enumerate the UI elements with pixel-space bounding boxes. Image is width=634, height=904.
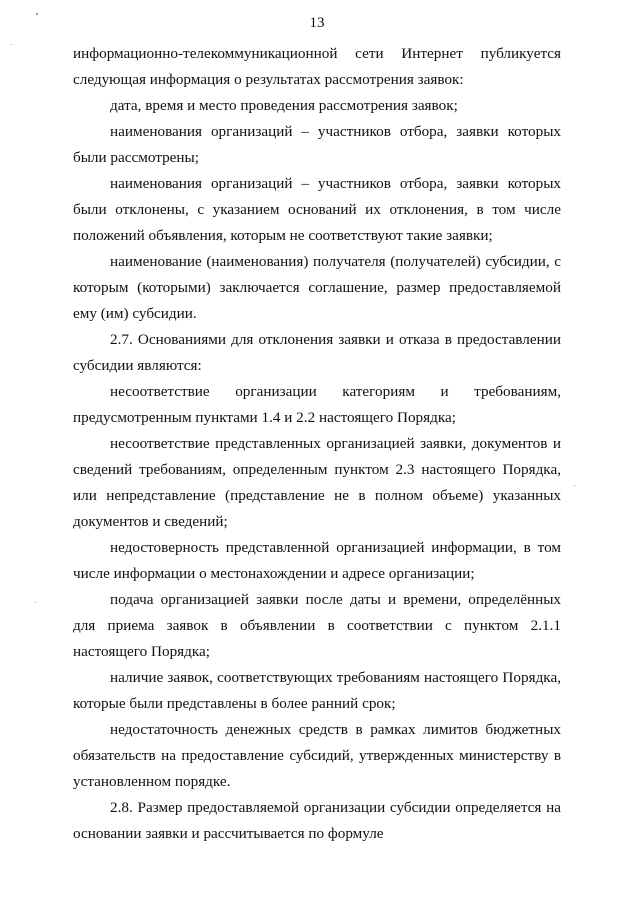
text-line: которым (которыми) заключается соглашение, размер предоставляемой [73,279,561,296]
page-number: 13 [309,15,325,31]
text-line: несоответствие организации категориям и требованиям, [110,383,561,400]
text-line: субсидии являются: [73,357,202,374]
text-line: наличие заявок, соответствующих требованиям настоящего Порядка, [110,669,561,686]
text-line: установленном порядке. [73,773,231,790]
scan-speck [574,485,575,486]
text-line: дата, время и место проведения рассмотрения заявок; [110,97,458,114]
text-line: подача организацией заявки после даты и времени, определённых [110,591,561,608]
text-line: ему (им) субсидии. [73,305,197,322]
text-line: предусмотренным пунктами 1.4 и 2.2 настоящего Порядка; [73,409,456,426]
text-line: для приема заявок в объявлении в соответствии с пунктом 2.1.1 [73,617,561,634]
text-line: настоящего Порядка; [73,643,210,660]
text-line: были отклонены, с указанием оснований их отклонения, в том числе [73,201,561,218]
text-line: были рассмотрены; [73,149,199,166]
text-line: положений объявления, которым не соответствуют такие заявки; [73,227,493,244]
text-line: следующая информация о результатах рассмотрения заявок: [73,71,464,88]
scan-speck [36,13,38,15]
document-body [73,41,561,847]
scan-speck [35,602,36,603]
text-line: сведений требованиям, определенным пунктом 2.3 настоящего Порядка, [73,461,561,478]
text-line: документов и сведений; [73,513,228,530]
text-line: обязательств на предоставление субсидий, утвержденных министерству в [73,747,561,764]
text-line: наименования организаций – участников отбора, заявки которых [110,175,561,192]
text-line: 2.7. Основаниями для отклонения заявки и отказа в предоставлении [110,331,561,348]
text-line: 2.8. Размер предоставляемой организации субсидии определяется на [110,799,561,816]
text-line: основании заявки и рассчитывается по формуле [73,825,384,842]
text-line: или непредставление (представление не в полном объеме) указанных [73,487,561,504]
text-line: информационно-телекоммуникационной сети Интернет публикуется [73,45,561,62]
text-line: несоответствие представленных организацией заявки, документов и [110,435,561,452]
text-line: недостоверность представленной организацией информации, в том [110,539,561,556]
text-line: недостаточность денежных средств в рамках лимитов бюджетных [110,721,561,738]
text-line: наименования организаций – участников отбора, заявки которых [110,123,561,140]
text-line: числе информации о местонахождении и адресе организации; [73,565,475,582]
text-line: которые были представлены в более ранний срок; [73,695,396,712]
scan-speck [11,44,12,45]
text-line: наименование (наименования) получателя (получателей) субсидии, с [110,253,561,270]
